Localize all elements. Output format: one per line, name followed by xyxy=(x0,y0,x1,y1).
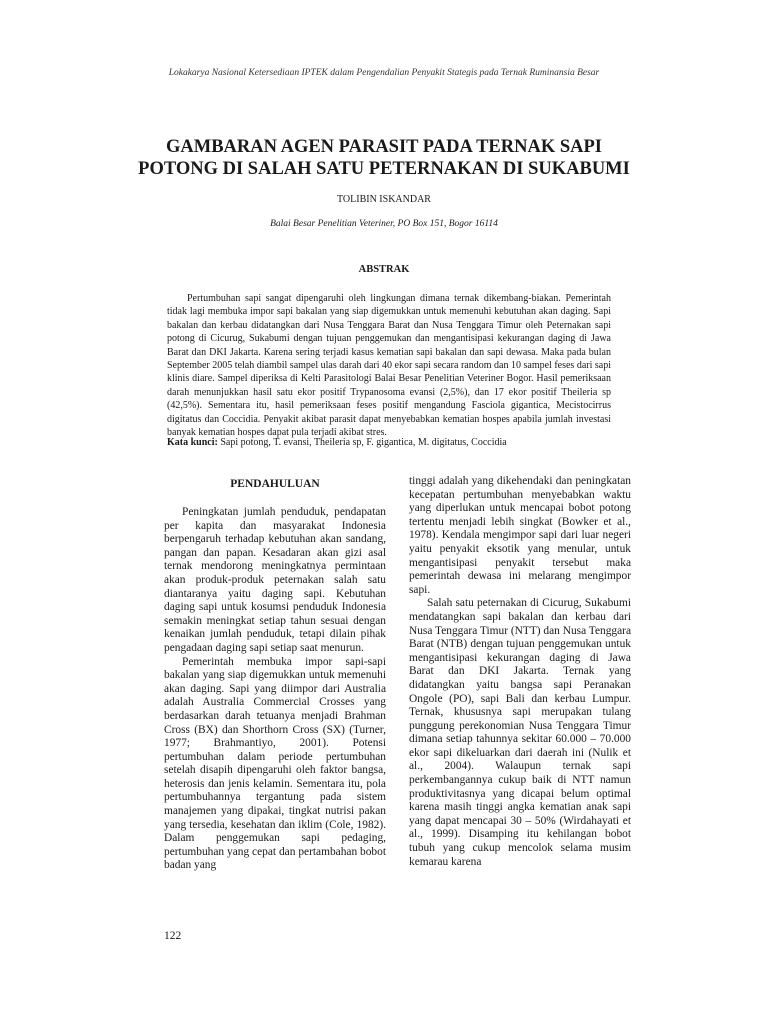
abstract-body xyxy=(167,292,611,439)
body-paragraph: Salah satu peternakan di Cicurug, Sukabumi mendatangkan sapi bakalan dan kerbau dari Nusa Tenggara Timur (NTT) dan Nusa Tenggara Barat (NTB) dengan tujuan penggemukan untuk mengantisipasi kekurangan daging di Jawa Barat dan DKI Jakarta. Ternak yang didatangkan yaitu bangsa sapi Peranakan Ongole (PO), sapi Bali dan kerbau Lumpur. Ternak, khususnya sapi merupakan tulang punggung perekonomian Nusa Tenggara Timur dimana setiap tahunnya sekitar 60.000 – 70.000 ekor sapi dikeluarkan dari daerah ini (Nulik et al., 2004). Walaupun ternak sapi perkembangannya cukup baik di NTT namun produktivitasnya yang dicapai belum optimal karena masih tinggi angka kematian anak sapi yang dapat mencapai 30 – 50% (Wirdahayati et al., 1999). Disamping itu kehilangan bobot tubuh yang cukup mencolok selama musim kemarau karena xyxy=(409,597,631,868)
body-paragraph: Pemerintah membuka impor sapi-sapi bakalan yang siap digemukkan untuk memenuhi akan daging. Sapi yang diimpor dari Australia adalah Australia Commercial Crosses yang berdasarkan darah tetuanya menjadi Brahman Cross (BX) dan Shorthorn Cross (SX) (Turner, 1977; Brahmantiyo, 2001). Potensi pertumbuhan dalam periode pertumbuhan setelah disapih dipengaruhi oleh faktor bangsa, heterosis dan jenis kelamin. Sementara itu, pola pertumbuhannya tergantung pada sistem manajemen yang dipakai, tingkat nutrisi pakan yang tersedia, kesehatan dan iklim (Cole, 1982). Dalam penggemukan sapi pedaging, pertumbuhan yang cepat dan pertambahan bobot badan yang xyxy=(164,655,386,872)
keywords xyxy=(167,436,611,449)
title-line-1: GAMBARAN AGEN PARASIT PADA TERNAK SAPI xyxy=(166,137,602,157)
body-paragraph: Peningkatan jumlah penduduk, pendapatan per kapita dan masyarakat Indonesia berpengaruh terhadap kebutuhan akan sandang, pangan dan papan. Kesadaran akan gizi asal ternak mendorong meningkatnya permintaan akan produk-produk peternakan salah satu diantaranya yaitu daging sapi. Kebutuhan daging sapi untuk kosumsi penduduk Indonesia semakin meningkat setiap tahun sesuai dengan kenaikan jumlah penduduk, tetapi dilain pihak pengadaan daging sapi setiap saat menurun. xyxy=(164,506,386,654)
author-affiliation: Balai Besar Penelitian Veteriner, PO Box 151, Bogor 16114 xyxy=(270,219,498,229)
abstract-text: Pertumbuhan sapi sangat dipengaruhi oleh lingkungan dimana ternak dikembang-biakan. Pemerintah tidak lagi membuka impor sapi bakalan yang siap digemukkan untuk memenuhi kebutuhan akan daging. Sapi bakalan dan kerbau didatangkan dari Nusa Tenggara Barat dan Nusa Tenggara Timur oleh Peternakan sapi potong di Cicurug, Sukabumi dengan tujuan penggemukan dan mengantisipasi kekurangan daging di Jawa Barat dan DKI Jakarta. Karena sering terjadi kasus kematian sapi bakalan dan sapi dewasa. Maka pada bulan September 2005 telah diambil sampel ulas darah dari 40 ekor sapi secara random dan 10 sampel feses dari sapi klinis diare. Sampel diperiksa di Kelti Parasitologi Balai Besar Penelitian Veteriner Bogor. Hasil pemeriksaan darah menunjukkan hasil satu ekor positif Trypanosoma evansi (2,5%), dan 17 ekor positif Theileria sp (42,5%). Sementara itu, hasil pemeriksaan feses positif mengandung Fasciola gigantica, Mecistocirrus digitatus dan Coccidia. Penyakit akibat parasit dapat menyebabkan kematian hospes apabila jumlah investasi banyak kematian hospes dapat pula terjadi akibat stres. xyxy=(167,293,611,439)
paper-title xyxy=(0,136,768,180)
keywords-text: Sapi potong, T. evansi, Theileria sp, F. gigantica, M. digitatus, Coccidia xyxy=(220,437,507,448)
left-column xyxy=(164,478,386,873)
author-name: TOLIBIN ISKANDAR xyxy=(337,194,431,205)
title-line-2: POTONG DI SALAH SATU PETERNAKAN DI SUKABUMI xyxy=(138,159,630,179)
section-heading: PENDAHULUAN xyxy=(230,478,320,490)
right-column xyxy=(409,475,631,869)
keywords-label: Kata kunci: xyxy=(167,437,218,448)
abstract-heading: ABSTRAK xyxy=(358,264,410,275)
body-paragraph: tinggi adalah yang dikehendaki dan peningkatan kecepatan pertumbuhan menyebabkan waktu yang diperlukan untuk mencapai bobot potong tertentu menjadi lebih singkat (Bowker et al., 1978). Kendala mengimpor sapi dari luar negeri yaitu penyakit eksotik yang menular, untuk mengantisipasi penyakit tersebut maka pemerintah dewasa ini melarang mengimpor sapi. xyxy=(409,475,631,596)
page-number: 122 xyxy=(164,930,182,942)
running-header: Lokakarya Nasional Ketersediaan IPTEK dalam Pengendalian Penyakit Stategis pada Ternak Ruminansia Besar xyxy=(168,68,600,78)
